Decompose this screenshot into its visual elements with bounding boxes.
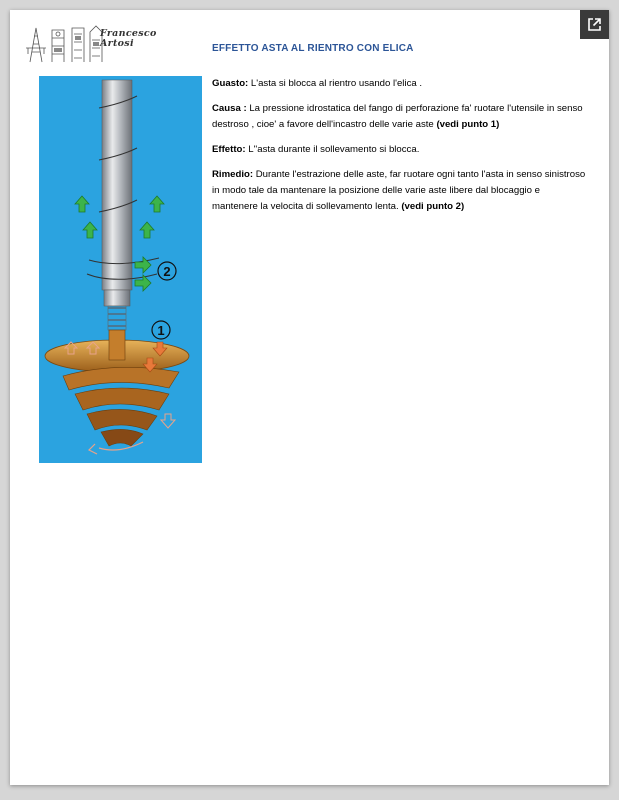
- auger-illustration: [39, 76, 202, 463]
- logo-line-1: Francesco: [100, 28, 157, 39]
- drill-rod: [102, 80, 132, 290]
- causa-ref: (vedi punto 1): [436, 119, 500, 130]
- logo-text: [100, 29, 157, 49]
- marker-1: 1: [157, 323, 165, 338]
- green-right-arrows: [135, 257, 151, 291]
- effetto-label: Effetto:: [212, 144, 246, 155]
- rimedio-ref: (vedi punto 2): [401, 201, 465, 212]
- section-effetto: [212, 142, 587, 158]
- external-link-icon: [587, 17, 602, 32]
- section-causa: [212, 101, 587, 133]
- rimedio-text: Durante l'estrazione delle aste, far ruotare ogni tanto l'asta in senso sinistroso in modo tale da mantenare la posizione delle varie aste libere dal blocaggio e mantenere la velocita di sollevamento lenta.: [212, 169, 586, 212]
- guasto-text: L'asta si blocca al rientro usando l'elica .: [248, 78, 423, 89]
- marker-2: 2: [163, 264, 171, 279]
- section-rimedio: [212, 167, 587, 215]
- rotation-arrow: [89, 442, 143, 454]
- description: [212, 76, 587, 224]
- rimedio-label: Rimedio:: [212, 169, 254, 180]
- guasto-label: Guasto:: [212, 78, 249, 89]
- effetto-text: L''asta durante il sollevamento si blocca.: [245, 144, 420, 155]
- causa-label: Causa :: [212, 103, 247, 114]
- helix-auger: [45, 330, 189, 446]
- logo-line-2: Artosi: [100, 38, 134, 49]
- open-external-button[interactable]: [580, 10, 609, 39]
- document-title: EFFETTO ASTA AL RIENTRO CON ELICA: [212, 43, 414, 54]
- section-guasto: [212, 76, 587, 92]
- causa-text: La pressione idrostatica del fango di perforazione fa' ruotare l'utensile in senso destroso , cioe' a favore dell'incastro delle varie aste: [212, 103, 583, 130]
